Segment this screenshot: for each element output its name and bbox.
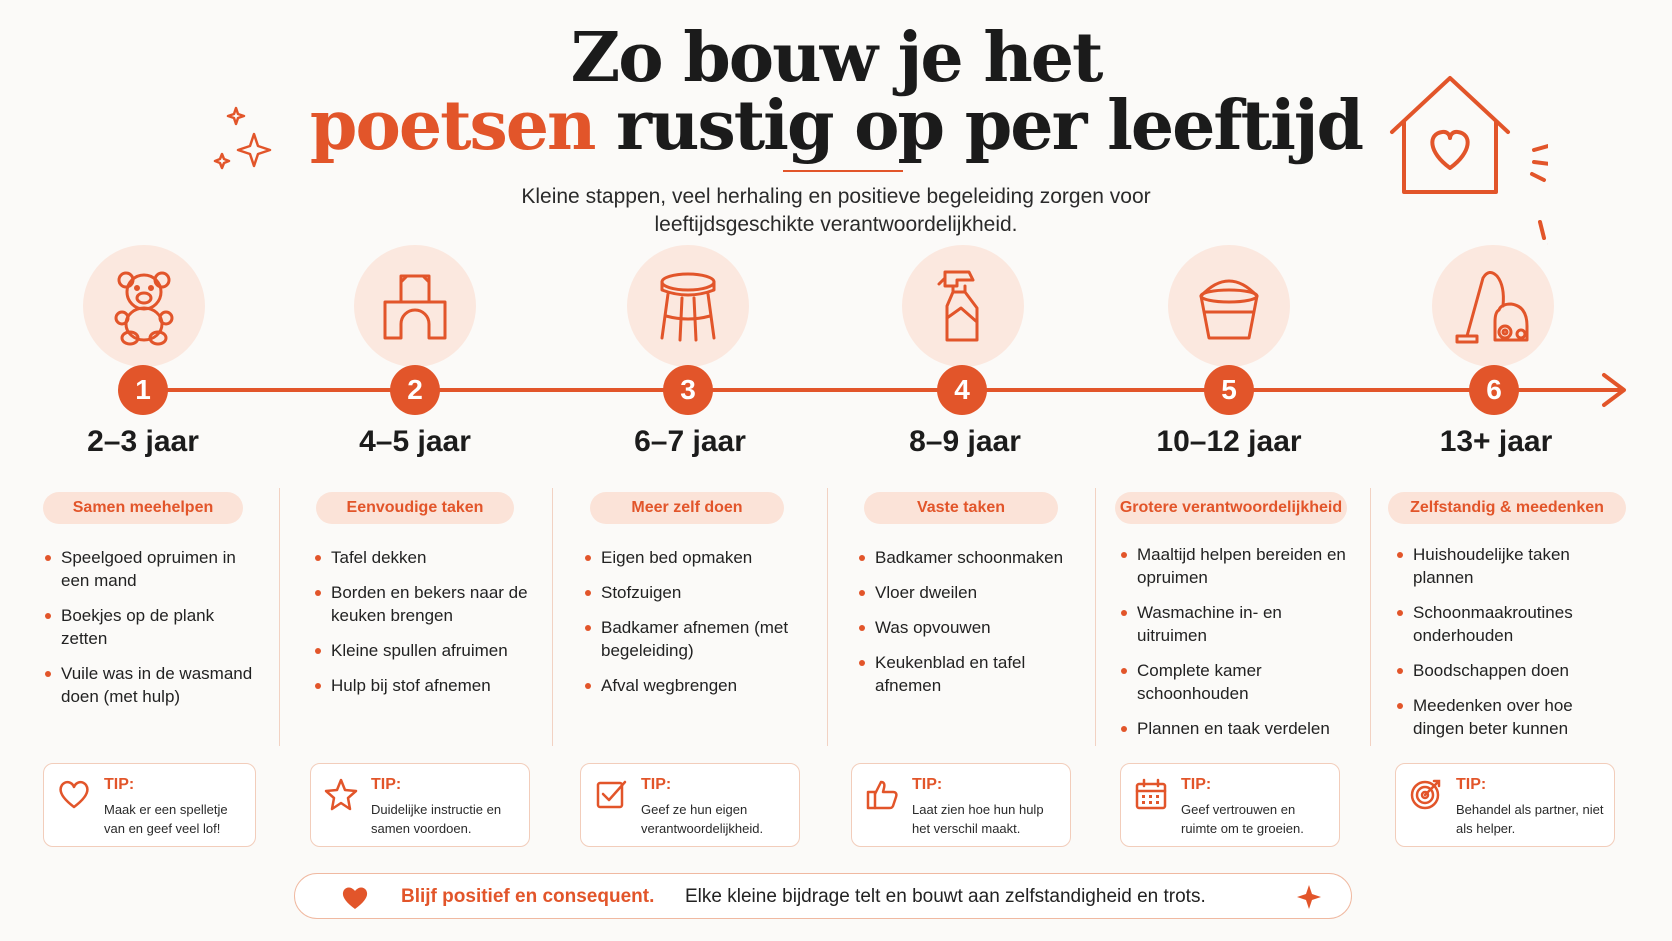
tip-text: Geef ze hun eigen verantwoordelijkheid.: [641, 802, 764, 836]
column-separator: [1370, 488, 1371, 746]
stage-items: [313, 546, 535, 709]
subtitle-line-2: leeftijdsgeschikte verantwoordelijkheid.: [654, 213, 1018, 236]
stage-number: 6: [1469, 365, 1519, 415]
tip-card: [1395, 763, 1615, 847]
calendar-icon: [1133, 776, 1169, 812]
tip-card: [310, 763, 530, 847]
list-item: Was opvouwen: [857, 616, 1087, 639]
tip-label: TIP:: [104, 776, 135, 793]
page-title-accent: poetsen: [309, 86, 595, 166]
list-item: Meedenken over hoe dingen beter kunnen: [1395, 694, 1625, 740]
tip-label: TIP:: [641, 776, 672, 793]
blocks-icon-circle: [354, 245, 476, 367]
spray-bottle-icon: [923, 266, 1003, 346]
title-divider: [783, 170, 903, 172]
tip-label: TIP:: [371, 776, 402, 793]
bucket-icon-circle: [1168, 245, 1290, 367]
stage-items: [1119, 543, 1351, 752]
stage-age: 8–9 jaar: [909, 425, 1021, 458]
tip-card: [580, 763, 800, 847]
heart-icon: [56, 776, 92, 812]
tip-text: Duidelijke instructie en samen voordoen.: [371, 802, 502, 836]
stage-number: 5: [1204, 365, 1254, 415]
tip-label: TIP:: [912, 776, 943, 793]
stage-pill: Eenvoudige taken: [316, 492, 514, 524]
list-item: Speelgoed opruimen in een mand: [43, 546, 263, 592]
subtitle-line-1: Kleine stappen, veel herhaling en positieve begeleiding zorgen voor: [521, 185, 1151, 208]
list-item: Wasmachine in- en uitruimen: [1119, 601, 1351, 647]
stage-items: [43, 546, 263, 720]
stage-pill: Zelfstandig & meedenken: [1388, 492, 1626, 524]
list-item: Plannen en taak verdelen: [1119, 717, 1351, 740]
bucket-icon: [1189, 266, 1269, 346]
list-item: Afval wegbrengen: [583, 674, 813, 697]
list-item: Badkamer afnemen (met begeleiding): [583, 616, 813, 662]
list-item: Borden en bekers naar de keuken brengen: [313, 581, 535, 627]
list-item: Boekjes op de plank zetten: [43, 604, 263, 650]
timeline-line: [140, 388, 1624, 392]
tip-text: Maak er een spelletje van en geef veel lof!: [104, 802, 228, 836]
list-item: Huishoudelijke taken plannen: [1395, 543, 1625, 589]
stage-number: 3: [663, 365, 713, 415]
page-title-rest: rustig op per leeftijd: [616, 86, 1363, 166]
vacuum-cleaner-icon-circle: [1432, 245, 1554, 367]
vacuum-cleaner-icon: [1453, 266, 1533, 346]
tip-text: Geef vertrouwen en ruimte om te groeien.: [1181, 802, 1304, 836]
stage-items: [1395, 543, 1625, 752]
stage-age: 6–7 jaar: [634, 425, 746, 458]
list-item: Vloer dweilen: [857, 581, 1087, 604]
list-item: Hulp bij stof afnemen: [313, 674, 535, 697]
teddy-bear-icon: [104, 266, 184, 346]
subtitle: [436, 183, 1236, 239]
list-item: Vuile was in de wasmand doen (met hulp): [43, 662, 263, 708]
stage-number: 4: [937, 365, 987, 415]
list-item: Stofzuigen: [583, 581, 813, 604]
tip-card: [851, 763, 1071, 847]
target-icon: [1408, 776, 1444, 812]
column-separator: [279, 488, 280, 746]
list-item: Tafel dekken: [313, 546, 535, 569]
teddy-bear-icon-circle: [83, 245, 205, 367]
column-separator: [552, 488, 553, 746]
column-separator: [827, 488, 828, 746]
list-item: Kleine spullen afruimen: [313, 639, 535, 662]
tip-text: Behandel als partner, niet als helper.: [1456, 802, 1604, 836]
thumbs-up-icon: [864, 776, 900, 812]
page-title-line-1: Zo bouw je het: [570, 18, 1102, 98]
stage-age: 13+ jaar: [1439, 425, 1553, 458]
footer-banner: [294, 873, 1352, 919]
sparkles-icon: [212, 104, 284, 176]
footer-strong-text: Blijf positief en consequent.: [401, 886, 655, 907]
stage-items: [583, 546, 813, 709]
list-item: Maaltijd helpen bereiden en opruimen: [1119, 543, 1351, 589]
list-item: Keukenblad en tafel afnemen: [857, 651, 1087, 697]
sparkle-icon: [1295, 883, 1323, 911]
column-separator: [1095, 488, 1096, 746]
list-item: Eigen bed opmaken: [583, 546, 813, 569]
tip-text: Laat zien hoe hun hulp het verschil maakt.: [912, 802, 1044, 836]
stage-number: 2: [390, 365, 440, 415]
heart-icon: [341, 885, 369, 911]
stage-pill: Vaste taken: [864, 492, 1058, 524]
checkbox-icon: [593, 776, 629, 812]
stool-icon-circle: [627, 245, 749, 367]
tip-card: [1120, 763, 1340, 847]
timeline-arrow-icon: [1600, 371, 1630, 409]
spray-bottle-icon-circle: [902, 245, 1024, 367]
list-item: Schoonmaakroutines onderhouden: [1395, 601, 1625, 647]
stage-number: 1: [118, 365, 168, 415]
tip-label: TIP:: [1456, 776, 1487, 793]
stage-items: [857, 546, 1087, 709]
stage-pill: Grotere verantwoordelijkheid: [1115, 492, 1347, 524]
footer-text: Elke kleine bijdrage telt en bouwt aan zelfstandigheid en trots.: [685, 886, 1206, 907]
tip-card: [43, 763, 256, 847]
star-icon: [323, 776, 359, 812]
stage-age: 4–5 jaar: [359, 425, 471, 458]
stage-age: 2–3 jaar: [87, 425, 199, 458]
list-item: Complete kamer schoonhouden: [1119, 659, 1351, 705]
stage-pill: Meer zelf doen: [590, 492, 784, 524]
tip-label: TIP:: [1181, 776, 1212, 793]
house-heart-icon: [1388, 72, 1548, 268]
stage-age: 10–12 jaar: [1156, 425, 1302, 458]
list-item: Badkamer schoonmaken: [857, 546, 1087, 569]
stool-icon: [648, 266, 728, 346]
blocks-icon: [375, 266, 455, 346]
stage-pill: Samen meehelpen: [43, 492, 243, 524]
list-item: Boodschappen doen: [1395, 659, 1625, 682]
